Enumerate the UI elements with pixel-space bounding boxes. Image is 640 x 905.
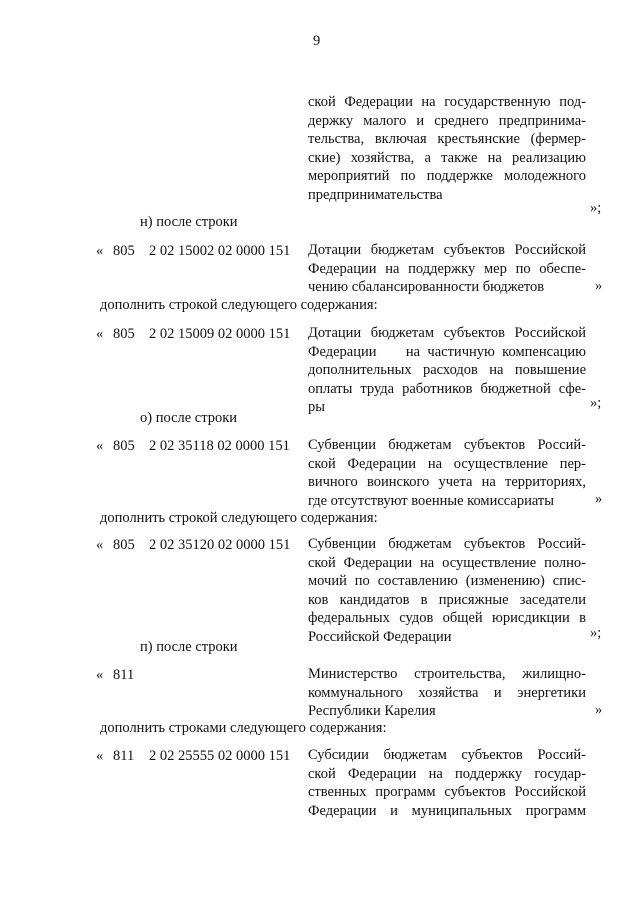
desc-line: Дотации бюджетам субъектов Российской xyxy=(308,242,586,258)
desc-line: ской Федерации на осуществление полно- xyxy=(308,554,586,571)
desc-line: ков кандидатов в присяжные заседатели xyxy=(308,591,586,608)
row-description xyxy=(308,436,586,510)
row-description xyxy=(308,324,586,417)
desc-line: Дотации бюджетам субъектов Российской xyxy=(308,325,586,341)
desc-line: Федерации на частичную компенсацию xyxy=(308,343,586,360)
closing-quote: »; xyxy=(590,395,602,411)
budget-code: 2 02 35118 02 0000 151 xyxy=(149,438,290,454)
row-description xyxy=(308,535,586,646)
open-quote: « xyxy=(96,326,104,342)
desc-line: Министерство строительства, жилищно- xyxy=(308,666,586,682)
desc-line: чению сбалансированности бюджетов xyxy=(308,279,545,295)
desc-line: мероприятий по поддержке молодежного xyxy=(308,168,586,184)
admin-code: 805 xyxy=(113,438,135,454)
desc-line: Республики Карелия xyxy=(308,703,436,719)
desc-line: ские) хозяйства, а также на реализацию xyxy=(308,149,586,166)
open-quote: « xyxy=(96,667,104,683)
desc-line: предпринимательства xyxy=(308,186,443,203)
desc-line: мочий по составлению (изменению) спис- xyxy=(308,573,586,589)
desc-line: держку малого и среднего предпринима- xyxy=(308,112,586,129)
admin-code: 805 xyxy=(113,243,135,259)
admin-code: 811 xyxy=(113,748,135,764)
desc-line: Субвенции бюджетам субъектов Россий- xyxy=(308,437,586,453)
instruction-o: о) после строки xyxy=(140,410,238,426)
instruction-add-rows: дополнить строками следующего содержания: xyxy=(100,720,387,736)
desc-line: ры xyxy=(308,399,325,415)
desc-line: ской Федерации на осуществление пер- xyxy=(308,455,586,472)
admin-code: 805 xyxy=(113,537,135,553)
instruction-n: н) после строки xyxy=(140,214,238,230)
budget-code: 2 02 25555 02 0000 151 xyxy=(149,748,291,764)
closing-quote: » xyxy=(595,278,603,294)
open-quote: « xyxy=(96,537,104,553)
open-quote: « xyxy=(96,438,104,454)
desc-line: Субсидии бюджетам субъектов Россий- xyxy=(308,747,586,763)
desc-line: Федерации на поддержку мер по обеспе- xyxy=(308,260,586,277)
open-quote: « xyxy=(96,243,104,259)
admin-code: 805 xyxy=(113,326,135,342)
admin-code: 811 xyxy=(113,667,135,683)
desc-line: федеральных судов общей юрисдикции в xyxy=(308,610,586,626)
closing-quote: »; xyxy=(590,200,602,216)
budget-code: 2 02 35120 02 0000 151 xyxy=(149,537,291,553)
closing-quote: »; xyxy=(590,625,602,641)
page-number: 9 xyxy=(313,33,321,49)
row-description xyxy=(308,665,586,721)
row-description-continued xyxy=(308,93,586,204)
instruction-add-row: дополнить строкой следующего содержания: xyxy=(100,297,378,313)
instruction-add-row: дополнить строкой следующего содержания: xyxy=(100,510,378,526)
desc-line: ственных программ субъектов Российской xyxy=(308,784,586,800)
desc-line: Субвенции бюджетам субъектов Россий- xyxy=(308,536,586,552)
row-description xyxy=(308,241,586,297)
desc-line: где отсутствуют военные комиссариаты xyxy=(308,492,555,509)
budget-code: 2 02 15002 02 0000 151 xyxy=(149,243,291,259)
open-quote: « xyxy=(96,748,104,764)
desc-line: ской Федерации на поддержку государ- xyxy=(308,765,586,782)
desc-line: Федерации и муниципальных программ xyxy=(308,802,586,819)
desc-line: Российской Федерации xyxy=(308,628,452,645)
desc-line: вичного воинского учета на территориях, xyxy=(308,474,586,490)
desc-line: оплаты труда работников бюджетной сфе- xyxy=(308,380,586,397)
desc-line: тельства, включая крестьянские (фермер- xyxy=(308,131,586,147)
instruction-p: п) после строки xyxy=(140,639,238,655)
budget-code: 2 02 15009 02 0000 151 xyxy=(149,326,291,342)
row-description xyxy=(308,746,586,820)
desc-line: дополнительных расходов на повышение xyxy=(308,362,586,378)
closing-quote: » xyxy=(595,491,603,507)
closing-quote: » xyxy=(595,702,603,718)
desc-line: ской Федерации на государственную под- xyxy=(308,94,586,110)
desc-line: коммунального хозяйства и энергетики xyxy=(308,684,586,701)
